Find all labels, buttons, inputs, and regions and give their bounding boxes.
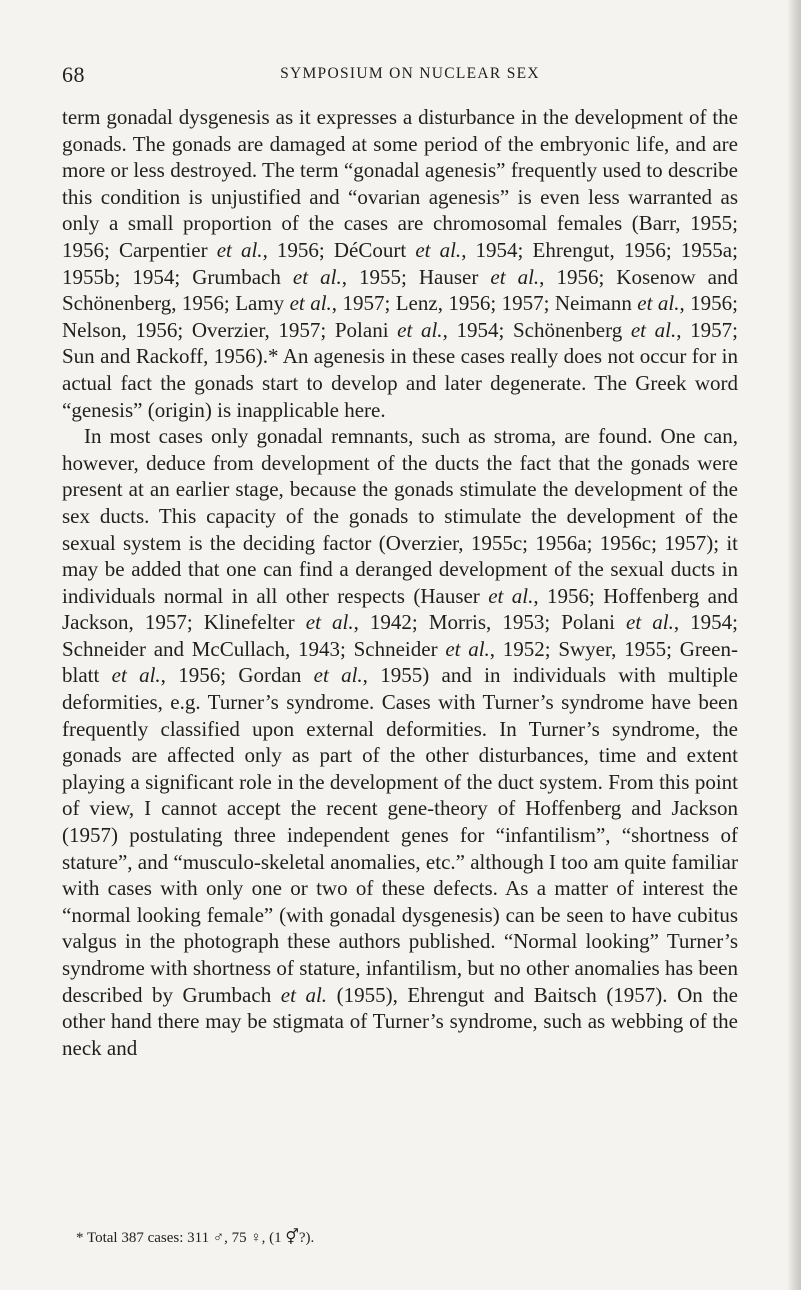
body-text bbox=[62, 104, 738, 1061]
paragraph-2: In most cases only gonadal remnants, such as stroma, are found. One can, however, deduce from development of the ducts the fact that the gonads were present at an earlier stage, because the gonads stimulate the development of the sex ducts. This capacity of the gonads to stimulate the development of the sexual system is the deciding factor (Overzier, 1955c; 1956a; 1956c; 1957); it may be added that one can find a deranged development of the sexual ducts in individuals normal in all other respects (Hauser et al., 1956; Hoffenberg and Jackson, 1957; Klinefelter et al., 1942; Morris, 1953; Polani et al., 1954; Schneider and McCullach, 1943; Schneider et al., 1952; Swyer, 1955; Greenblatt et al., 1956; Gordan et al., 1955) and in individuals with multiple deformities, e.g. Turner’s syndrome. Cases with Turner’s syndrome have been frequently classified upon external deformities. In Turner’s syndrome, the gonads are affected only as part of the other disturbances, time and extent playing a significant role in the development of the duct system. From this point of view, I cannot accept the recent gene-theory of Hoffenberg and Jackson (1957) postulating three independent genes for “infantilism”, “shortness of stature”, and “musculo-skeletal anomalies, etc.” although I too am quite familiar with cases with only one or two of these defects. As a matter of interest the “normal looking female” (with gonadal dysgenesis) can be seen to have cubitus valgus in the photograph these authors published. “Normal looking” Turner’s syndrome with shortness of stature, infantilism, but no other anomalies has been described by Grumbach et al. (1955), Ehrengut and Baitsch (1957). On the other hand there may be stigmata of Turner’s syndrome, such as webbing of the neck and bbox=[62, 424, 739, 1060]
page-edge-shadow bbox=[787, 0, 801, 1290]
page-header bbox=[62, 62, 738, 88]
running-title: SYMPOSIUM ON NUCLEAR SEX bbox=[280, 65, 540, 82]
footnote: * Total 387 cases: 311 ♂, 75 ♀, (1 ⚥?). bbox=[76, 1230, 315, 1246]
page-number: 68 bbox=[62, 62, 85, 87]
paragraph-1: term gonadal dysgenesis as it expresses a disturbance in the development of the gonads. The gonads are damaged at some period of the embryonic life, and are more or less destroyed. The term “gonadal agenesis” frequently used to describe this condition is unjustified and “ovarian agenesis” is even less warranted as only a small proportion of the cases are chromosomal females (Barr, 1955; 1956; Carpentier et al., 1956; DéCourt et al., 1954; Ehrengut, 1956; 1955a; 1955b; 1954; Grumbach et al., 1955; Hauser et al., 1956; Kosenow and Schönenberg, 1956; Lamy et al., 1957; Lenz, 1956; 1957; Neimann et al., 1956; Nelson, 1956; Overzier, 1957; Polani et al., 1954; Schönenberg et al., 1957; Sun and Rackoff, 1956).* An agenesis in these cases really does not occur for in actual fact the gonads start to develop and later degenerate. The Greek word “genesis” (origin) is inapplicable here. bbox=[62, 105, 738, 422]
